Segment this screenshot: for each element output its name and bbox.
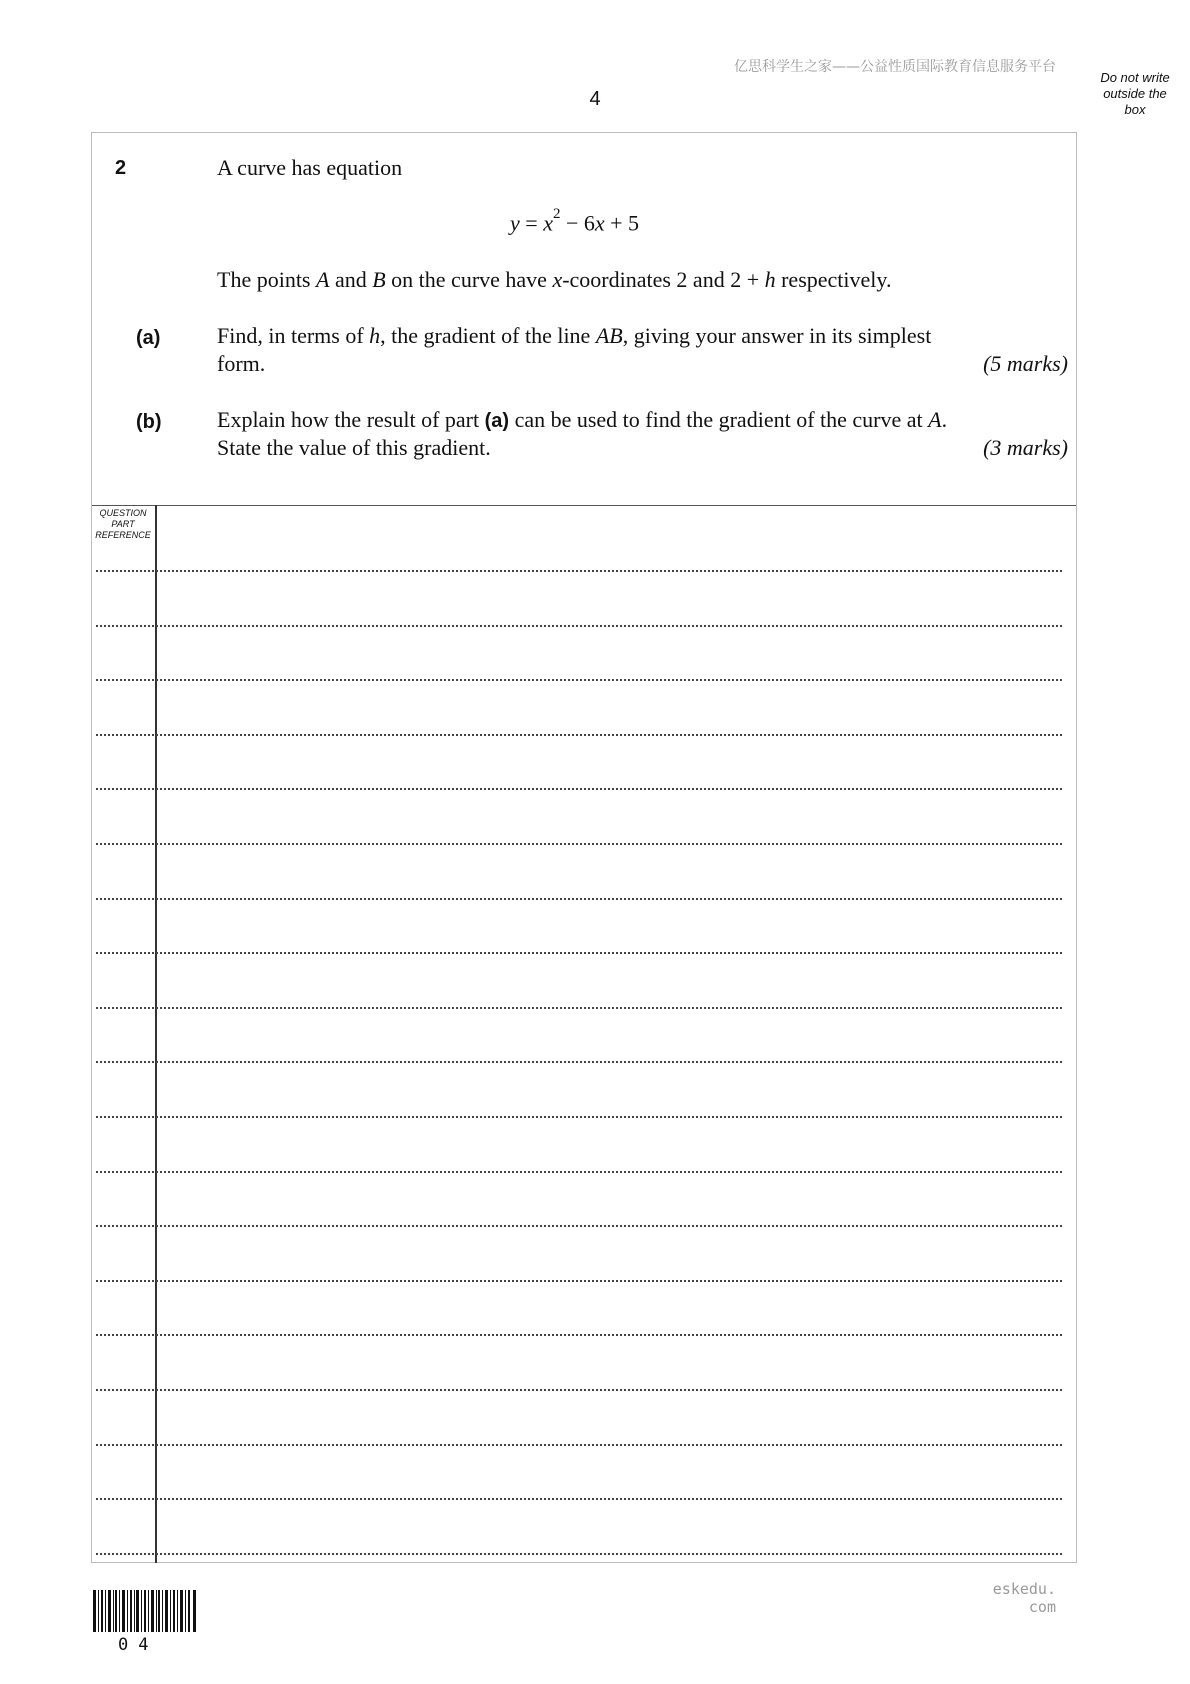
answer-line[interactable] xyxy=(96,679,1062,681)
reference-column-divider xyxy=(155,505,157,1563)
curve-equation: $y = x^2 - 6x + 5$ xyxy=(510,206,640,236)
answer-line[interactable] xyxy=(96,1280,1062,1282)
header-watermark: 亿思科学生之家——公益性质国际教育信息服务平台 xyxy=(734,59,1056,75)
answer-line[interactable] xyxy=(96,625,1062,627)
answer-line[interactable] xyxy=(96,1061,1062,1063)
answer-line[interactable] xyxy=(96,1553,1062,1555)
answer-line[interactable] xyxy=(96,952,1062,954)
margin-note-line: outside the xyxy=(1103,86,1167,101)
part-a-marks: (5 marks) xyxy=(983,351,1068,376)
answer-line[interactable] xyxy=(96,1171,1062,1173)
footer-watermark: eskedu. com xyxy=(992,1580,1056,1616)
answer-line[interactable] xyxy=(96,1389,1062,1391)
question-intro: A curve has equation xyxy=(217,155,403,180)
page-number: 4 xyxy=(589,88,601,110)
answer-line[interactable] xyxy=(96,1007,1062,1009)
answer-line[interactable] xyxy=(96,843,1062,845)
answer-line[interactable] xyxy=(96,898,1062,900)
answer-line[interactable] xyxy=(96,570,1062,572)
barcode-icon xyxy=(93,1590,197,1632)
answer-line[interactable] xyxy=(96,1444,1062,1446)
part-b-label: (b) xyxy=(136,411,162,433)
answer-line[interactable] xyxy=(96,788,1062,790)
margin-note-line: box xyxy=(1124,102,1146,117)
answer-line[interactable] xyxy=(96,1498,1062,1500)
margin-note-line: Do not write xyxy=(1100,70,1170,85)
barcode-number: 04 xyxy=(118,1635,159,1655)
answer-line[interactable] xyxy=(96,734,1062,736)
part-b-text-line2: State the value of this gradient. xyxy=(217,435,491,460)
part-a-text-line2: form. xyxy=(217,351,266,376)
question-part-reference-label: QUESTION PART REFERENCE xyxy=(95,508,151,540)
points-statement: The points A and B on the curve have x-coordinates 2 and 2 + h respectively. xyxy=(217,267,892,292)
question-number: 2 xyxy=(115,157,127,179)
answer-line[interactable] xyxy=(96,1334,1062,1336)
part-b-text-line1: Explain how the result of part (a) can be used to find the gradient of the curve at A. xyxy=(217,407,948,432)
answer-line[interactable] xyxy=(96,1116,1062,1118)
part-b-marks: (3 marks) xyxy=(983,435,1068,460)
answer-box[interactable] xyxy=(91,505,1077,1563)
part-a-text-line1: Find, in terms of h, the gradient of the line AB, giving your answer in its simplest xyxy=(217,323,932,348)
margin-note xyxy=(1090,70,1180,118)
answer-line[interactable] xyxy=(96,1225,1062,1227)
part-a-label: (a) xyxy=(136,327,161,349)
